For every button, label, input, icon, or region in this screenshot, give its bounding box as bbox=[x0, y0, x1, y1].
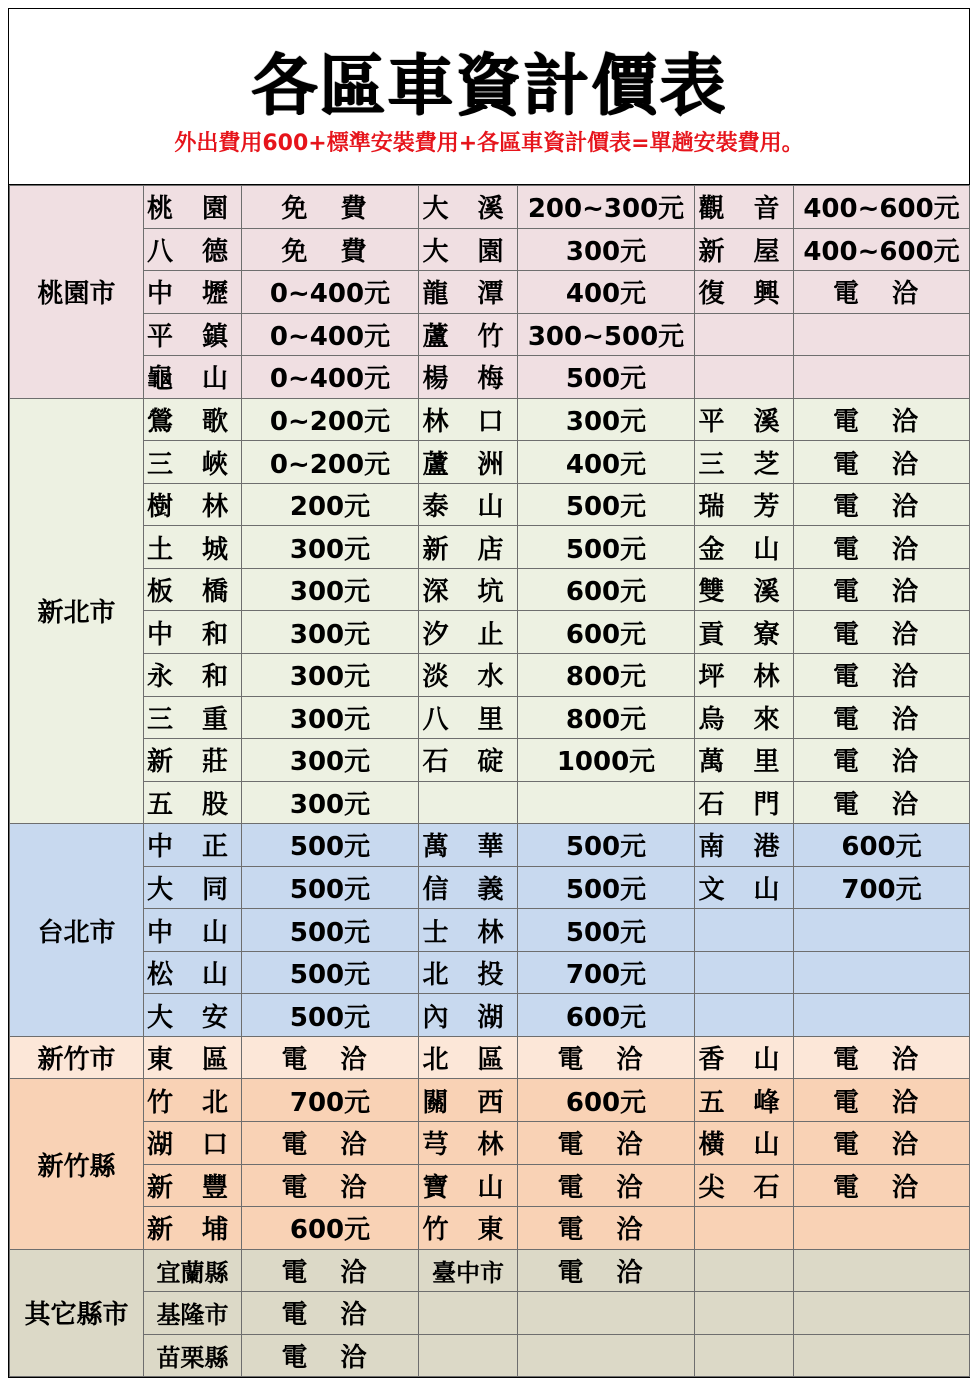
district-name: 雙 溪 bbox=[695, 568, 794, 611]
district-name: 鶯 歌 bbox=[144, 398, 242, 441]
district-fare: 400~600元 bbox=[794, 228, 970, 271]
table-row bbox=[10, 1122, 970, 1165]
table-row bbox=[10, 1036, 970, 1079]
district-name: 石 碇 bbox=[419, 739, 518, 782]
district-fare: 電 洽 bbox=[242, 1036, 419, 1079]
district-fare bbox=[794, 909, 970, 952]
district-fare bbox=[794, 951, 970, 994]
page-title: 各區車資計價表 bbox=[251, 47, 727, 124]
district-fare: 1000元 bbox=[518, 739, 695, 782]
district-fare: 電 洽 bbox=[794, 1079, 970, 1122]
fee-formula-note: 外出費用600+標準安裝費用+各區車資計價表=單趟安裝費用。 bbox=[174, 131, 804, 156]
district-fare bbox=[794, 356, 970, 399]
district-name: 五 峰 bbox=[695, 1079, 794, 1122]
district-fare: 0~400元 bbox=[242, 313, 419, 356]
fare-table-body bbox=[10, 186, 970, 1377]
district-name: 金 山 bbox=[695, 526, 794, 569]
district-name: 三 重 bbox=[144, 696, 242, 739]
district-fare: 300元 bbox=[242, 654, 419, 697]
table-row bbox=[10, 611, 970, 654]
district-fare: 電 洽 bbox=[242, 1292, 419, 1335]
district-name: 蘆 洲 bbox=[419, 441, 518, 484]
district-name: 內 湖 bbox=[419, 994, 518, 1037]
district-fare: 0~200元 bbox=[242, 441, 419, 484]
district-fare: 200~300元 bbox=[518, 186, 695, 229]
district-name: 三 芝 bbox=[695, 441, 794, 484]
district-name bbox=[419, 1292, 518, 1335]
district-fare: 500元 bbox=[518, 824, 695, 867]
table-row bbox=[10, 866, 970, 909]
table-row bbox=[10, 824, 970, 867]
district-name: 永 和 bbox=[144, 654, 242, 697]
district-name: 芎 林 bbox=[419, 1122, 518, 1165]
district-name: 中 和 bbox=[144, 611, 242, 654]
table-row bbox=[10, 398, 970, 441]
district-fare: 500元 bbox=[242, 951, 419, 994]
district-name bbox=[695, 1292, 794, 1335]
district-fare bbox=[518, 1292, 695, 1335]
district-fare: 700元 bbox=[794, 866, 970, 909]
district-name: 苗栗縣 bbox=[144, 1334, 242, 1377]
district-name: 觀 音 bbox=[695, 186, 794, 229]
district-name: 新 豐 bbox=[144, 1164, 242, 1207]
table-row bbox=[10, 271, 970, 314]
district-name: 信 義 bbox=[419, 866, 518, 909]
district-name bbox=[695, 909, 794, 952]
district-name: 中 壢 bbox=[144, 271, 242, 314]
table-row bbox=[10, 186, 970, 229]
district-name: 基隆市 bbox=[144, 1292, 242, 1335]
district-fare: 800元 bbox=[518, 654, 695, 697]
district-name bbox=[419, 781, 518, 824]
table-row bbox=[10, 654, 970, 697]
district-fare bbox=[794, 994, 970, 1037]
district-fare bbox=[794, 1334, 970, 1377]
district-name: 八 里 bbox=[419, 696, 518, 739]
district-name: 新 屋 bbox=[695, 228, 794, 271]
district-fare: 電 洽 bbox=[794, 611, 970, 654]
district-fare: 電 洽 bbox=[794, 781, 970, 824]
table-row bbox=[10, 1207, 970, 1250]
district-fare: 電 洽 bbox=[794, 398, 970, 441]
sheet-header bbox=[9, 9, 969, 185]
district-name: 瑞 芳 bbox=[695, 483, 794, 526]
table-row bbox=[10, 1292, 970, 1335]
district-name: 樹 林 bbox=[144, 483, 242, 526]
district-name: 桃 園 bbox=[144, 186, 242, 229]
district-fare bbox=[794, 1292, 970, 1335]
district-fare: 電 洽 bbox=[518, 1036, 695, 1079]
table-row bbox=[10, 951, 970, 994]
district-fare: 600元 bbox=[794, 824, 970, 867]
region-label: 新竹市 bbox=[10, 1036, 144, 1079]
district-fare: 電 洽 bbox=[794, 526, 970, 569]
district-fare: 500元 bbox=[242, 824, 419, 867]
district-name: 八 德 bbox=[144, 228, 242, 271]
table-row bbox=[10, 1079, 970, 1122]
table-row bbox=[10, 909, 970, 952]
district-fare: 600元 bbox=[518, 1079, 695, 1122]
table-row bbox=[10, 483, 970, 526]
region-label: 桃園市 bbox=[10, 186, 144, 399]
district-fare: 600元 bbox=[518, 994, 695, 1037]
table-row bbox=[10, 781, 970, 824]
district-name bbox=[695, 994, 794, 1037]
district-fare: 電 洽 bbox=[518, 1249, 695, 1292]
district-name: 竹 北 bbox=[144, 1079, 242, 1122]
district-fare: 0~400元 bbox=[242, 356, 419, 399]
district-fare: 500元 bbox=[518, 866, 695, 909]
district-name: 士 林 bbox=[419, 909, 518, 952]
district-name: 大 園 bbox=[419, 228, 518, 271]
district-fare: 電 洽 bbox=[518, 1122, 695, 1165]
district-name: 東 區 bbox=[144, 1036, 242, 1079]
district-fare: 0~200元 bbox=[242, 398, 419, 441]
district-name: 楊 梅 bbox=[419, 356, 518, 399]
district-name: 宜蘭縣 bbox=[144, 1249, 242, 1292]
district-name bbox=[695, 1249, 794, 1292]
district-name: 尖 石 bbox=[695, 1164, 794, 1207]
district-name: 大 安 bbox=[144, 994, 242, 1037]
table-row bbox=[10, 739, 970, 782]
district-name: 橫 山 bbox=[695, 1122, 794, 1165]
district-name bbox=[695, 313, 794, 356]
district-fare: 500元 bbox=[242, 994, 419, 1037]
district-name: 中 山 bbox=[144, 909, 242, 952]
district-fare: 300元 bbox=[518, 228, 695, 271]
district-name: 新 店 bbox=[419, 526, 518, 569]
district-fare: 600元 bbox=[518, 568, 695, 611]
district-name: 松 山 bbox=[144, 951, 242, 994]
district-name: 汐 止 bbox=[419, 611, 518, 654]
district-name: 三 峽 bbox=[144, 441, 242, 484]
district-fare: 500元 bbox=[518, 526, 695, 569]
district-fare: 電 洽 bbox=[794, 1164, 970, 1207]
district-name: 萬 里 bbox=[695, 739, 794, 782]
table-row bbox=[10, 568, 970, 611]
district-name: 淡 水 bbox=[419, 654, 518, 697]
district-name: 土 城 bbox=[144, 526, 242, 569]
district-fare: 電 洽 bbox=[794, 441, 970, 484]
table-row bbox=[10, 1334, 970, 1377]
district-fare: 700元 bbox=[518, 951, 695, 994]
district-name: 板 橋 bbox=[144, 568, 242, 611]
district-name: 龜 山 bbox=[144, 356, 242, 399]
district-name bbox=[695, 951, 794, 994]
district-name: 北 區 bbox=[419, 1036, 518, 1079]
district-name: 貢 寮 bbox=[695, 611, 794, 654]
district-fare: 300元 bbox=[242, 611, 419, 654]
district-fare: 500元 bbox=[518, 356, 695, 399]
table-row bbox=[10, 696, 970, 739]
district-fare: 電 洽 bbox=[794, 483, 970, 526]
district-fare: 500元 bbox=[242, 909, 419, 952]
district-fare: 300元 bbox=[242, 526, 419, 569]
district-fare: 電 洽 bbox=[794, 568, 970, 611]
district-name: 中 正 bbox=[144, 824, 242, 867]
district-fare: 300~500元 bbox=[518, 313, 695, 356]
district-fare: 免 費 bbox=[242, 228, 419, 271]
district-fare: 300元 bbox=[242, 739, 419, 782]
district-name: 寶 山 bbox=[419, 1164, 518, 1207]
region-label: 其它縣市 bbox=[10, 1249, 144, 1377]
district-fare: 電 洽 bbox=[794, 696, 970, 739]
table-row bbox=[10, 356, 970, 399]
district-fare: 電 洽 bbox=[242, 1122, 419, 1165]
table-row bbox=[10, 1164, 970, 1207]
district-fare: 免 費 bbox=[242, 186, 419, 229]
district-fare: 400元 bbox=[518, 441, 695, 484]
district-name: 平 鎮 bbox=[144, 313, 242, 356]
district-fare: 500元 bbox=[518, 909, 695, 952]
district-fare: 電 洽 bbox=[794, 1036, 970, 1079]
district-fare bbox=[794, 1207, 970, 1250]
district-fare: 600元 bbox=[242, 1207, 419, 1250]
district-fare: 400元 bbox=[518, 271, 695, 314]
district-fare: 700元 bbox=[242, 1079, 419, 1122]
district-fare: 電 洽 bbox=[794, 654, 970, 697]
table-row bbox=[10, 441, 970, 484]
district-name: 關 西 bbox=[419, 1079, 518, 1122]
district-fare: 電 洽 bbox=[518, 1164, 695, 1207]
district-fare: 500元 bbox=[242, 866, 419, 909]
district-fare: 電 洽 bbox=[794, 271, 970, 314]
district-name bbox=[695, 1334, 794, 1377]
district-name: 林 口 bbox=[419, 398, 518, 441]
district-name bbox=[695, 356, 794, 399]
district-name: 烏 來 bbox=[695, 696, 794, 739]
table-row bbox=[10, 994, 970, 1037]
district-name: 新 莊 bbox=[144, 739, 242, 782]
district-name: 臺中市 bbox=[419, 1249, 518, 1292]
district-name bbox=[695, 1207, 794, 1250]
district-fare: 400~600元 bbox=[794, 186, 970, 229]
district-name: 龍 潭 bbox=[419, 271, 518, 314]
table-row bbox=[10, 313, 970, 356]
district-fare: 200元 bbox=[242, 483, 419, 526]
district-name: 大 同 bbox=[144, 866, 242, 909]
district-name: 香 山 bbox=[695, 1036, 794, 1079]
district-fare bbox=[794, 313, 970, 356]
district-name: 五 股 bbox=[144, 781, 242, 824]
district-name: 蘆 竹 bbox=[419, 313, 518, 356]
district-name: 北 投 bbox=[419, 951, 518, 994]
district-name: 石 門 bbox=[695, 781, 794, 824]
district-name: 坪 林 bbox=[695, 654, 794, 697]
district-name bbox=[419, 1334, 518, 1377]
district-name: 泰 山 bbox=[419, 483, 518, 526]
district-fare bbox=[518, 781, 695, 824]
district-name: 竹 東 bbox=[419, 1207, 518, 1250]
table-row bbox=[10, 228, 970, 271]
fare-table bbox=[9, 185, 970, 1377]
district-fare: 500元 bbox=[518, 483, 695, 526]
district-fare: 300元 bbox=[242, 568, 419, 611]
district-name: 萬 華 bbox=[419, 824, 518, 867]
region-label: 新北市 bbox=[10, 398, 144, 823]
table-row bbox=[10, 1249, 970, 1292]
district-fare: 電 洽 bbox=[794, 1122, 970, 1165]
district-name: 復 興 bbox=[695, 271, 794, 314]
region-label: 新竹縣 bbox=[10, 1079, 144, 1249]
district-fare: 300元 bbox=[518, 398, 695, 441]
district-name: 文 山 bbox=[695, 866, 794, 909]
district-fare: 電 洽 bbox=[242, 1334, 419, 1377]
table-row bbox=[10, 526, 970, 569]
district-name: 湖 口 bbox=[144, 1122, 242, 1165]
district-name: 新 埔 bbox=[144, 1207, 242, 1250]
district-fare: 600元 bbox=[518, 611, 695, 654]
district-fare: 0~400元 bbox=[242, 271, 419, 314]
district-name: 深 坑 bbox=[419, 568, 518, 611]
district-fare: 電 洽 bbox=[518, 1207, 695, 1250]
district-fare: 電 洽 bbox=[242, 1164, 419, 1207]
district-name: 南 港 bbox=[695, 824, 794, 867]
district-fare: 800元 bbox=[518, 696, 695, 739]
district-name: 平 溪 bbox=[695, 398, 794, 441]
district-fare bbox=[794, 1249, 970, 1292]
district-fare: 電 洽 bbox=[794, 739, 970, 782]
district-fare: 300元 bbox=[242, 781, 419, 824]
district-name: 大 溪 bbox=[419, 186, 518, 229]
district-fare: 300元 bbox=[242, 696, 419, 739]
price-sheet bbox=[8, 8, 970, 1378]
district-fare: 電 洽 bbox=[242, 1249, 419, 1292]
district-fare bbox=[518, 1334, 695, 1377]
region-label: 台北市 bbox=[10, 824, 144, 1037]
